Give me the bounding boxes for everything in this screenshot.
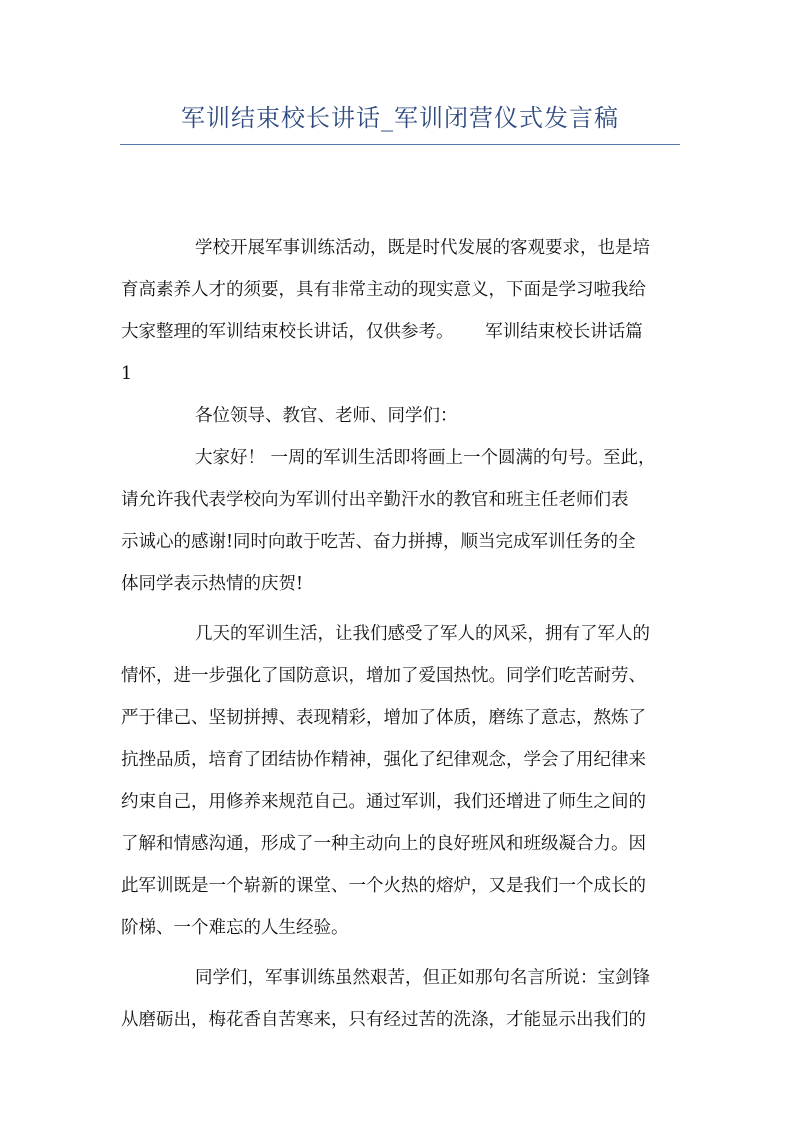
paragraph-line: 同学们，军事训练虽然艰苦，但正如那句名言所说：宝剑锋 <box>195 968 650 988</box>
paragraph-line: 1 <box>121 364 133 384</box>
paragraph-line: 请允许我代表学校向为军训付出辛勤汗水的教官和班主任老师们表 <box>121 490 629 510</box>
paragraph-line: 从磨砺出，梅花香自苦寒来，只有经过苦的洗涤，才能显示出我们的 <box>121 1010 646 1030</box>
paragraph-line: 学校开展军事训练活动，既是时代发展的客观要求，也是培 <box>195 238 650 258</box>
paragraph-line: 体同学表示热情的庆贺! <box>121 574 304 594</box>
paragraph-line: 情怀，进一步强化了国防意识，增加了爱国热忱。同学们吃苦耐劳、 <box>121 666 646 686</box>
paragraph-line: 阶梯、一个难忘的人生经验。 <box>121 918 349 938</box>
paragraph-line: 示诚心的感谢!同时向敢于吃苦、奋力拼搏，顺当完成军训任务的全 <box>121 532 636 552</box>
paragraph-line: 育高素养人才的须要，具有非常主动的现实意义，下面是学习啦我给 <box>121 280 646 300</box>
paragraph-line: 严于律己、坚韧拼搏、表现精彩，增加了体质，磨练了意志，熬炼了 <box>121 708 646 728</box>
paragraph-line: 了解和情感沟通，形成了一种主动向上的良好班风和班级凝合力。因 <box>121 834 646 854</box>
document-title: 军训结束校长讲话_军训闭营仪式发言稿 <box>181 104 619 132</box>
paragraph-line: 几天的军训生活，让我们感受了军人的风采，拥有了军人的 <box>195 624 650 644</box>
salutation-line: 各位领导、教官、老师、同学们： <box>195 406 458 426</box>
paragraph-line: 此军训既是一个崭新的课堂、一个火热的熔炉，又是我们一个成长的 <box>121 876 646 896</box>
paragraph-line: 约束自己，用修养来规范自己。通过军训，我们还增进了师生之间的 <box>121 792 646 812</box>
paragraph-line: 大家整理的军训结束校长讲话，仅供参考。 军训结束校长讲话篇 <box>121 322 643 342</box>
paragraph-line: 抗挫品质，培育了团结协作精神，强化了纪律观念，学会了用纪律来 <box>121 750 646 770</box>
document-body <box>121 227 681 1041</box>
paragraph-line: 大家好！ 一周的军训生活即将画上一个圆满的句号。至此， <box>195 448 656 468</box>
title-divider <box>120 144 680 145</box>
